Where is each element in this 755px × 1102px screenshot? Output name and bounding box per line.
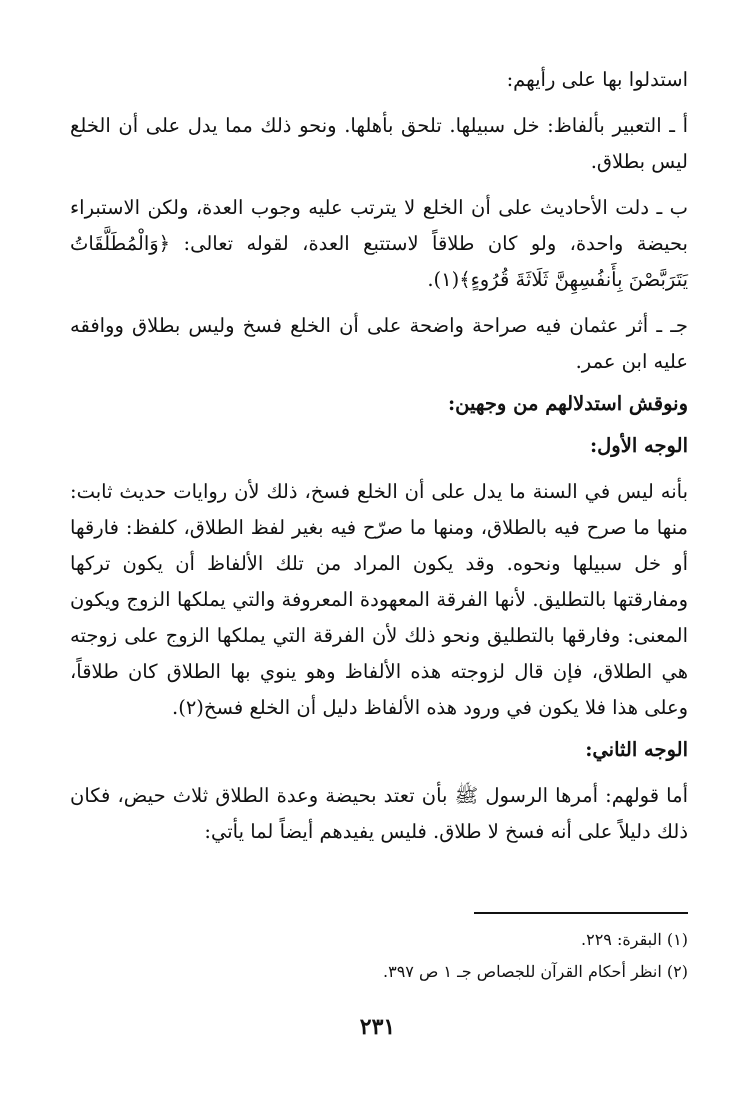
section-heading: ونوقش استدلالهم من وجهين:: [447, 392, 688, 415]
footnote-1: (١) البقرة: ٢٢٩.: [581, 930, 688, 949]
second-aspect-text: أما قولهم: أمرها الرسول ﷺ بأن تعتد بحيضة وعدة الطلاق ثلاث حيض، فكان ذلك دليلاً على أنه فسخ لا طلاق. فليس يفيدهم أيضاً لما يأتي:: [70, 784, 688, 843]
point-jim: جـ ـ أثر عثمان فيه صراحة واضحة على أن الخلع فسخ وليس بطلاق ووافقه عليه ابن عمر.: [70, 314, 688, 373]
intro-line: استدلوا بها على رأيهم:: [506, 68, 688, 91]
point-alif: أ ـ التعبير بألفاظ: خل سبيلها. تلحق بأهلها. ونحو ذلك مما يدل على أن الخلع ليس بطلاق.: [70, 114, 688, 173]
footnotes: [70, 924, 688, 988]
first-aspect-heading: الوجه الأول:: [589, 434, 688, 457]
second-aspect-heading: الوجه الثاني:: [585, 738, 688, 761]
point-ba: ب ـ دلت الأحاديث على أن الخلع لا يترتب عليه وجوب العدة، ولكن الاستبراء بحيضة واحدة، ولو كان طلاقاً لاستتبع العدة، لقوله تعالى: ﴿وَالْمُطَلَّقَاتُ يَتَرَبَّصْنَ بِأَنفُسِهِنَّ ثَلَاثَةَ قُرُوءٍ﴾(١).: [70, 196, 688, 291]
footnote-2: (٢) انظر أحكام القرآن للجصاص جـ ١ ص ٣٩٧.: [383, 962, 688, 981]
first-aspect-text: بأنه ليس في السنة ما يدل على أن الخلع فسخ، ذلك لأن روايات حديث ثابت: منها ما صرح فيه بالطلاق، ومنها ما صرّح فيه بغير لفظ الطلاق، كلفظ: فارقها أو خل سبيلها ونحوه. وقد يكون المراد من تلك الألفاظ أن يكون تركها ومفارقتها بالتطليق. لأنها الفرقة المعهودة المعروفة والتي يملكها الزوج ويكون المعنى: وفارقها بالتطليق ونحو ذلك لأن الفرقة التي يملكها الزوج على زوجته هي الطلاق، فإن قال لزوجته هذه الألفاظ وهو ينوي بها الطلاق كان طلاقاً، وعلى هذا فلا يكون في ورود هذه الألفاظ دليل أن الخلع فسخ(٢).: [70, 480, 688, 719]
page-body: [70, 62, 688, 850]
page-number: ٢٣١: [359, 1014, 396, 1040]
footnote-separator: [474, 912, 688, 914]
